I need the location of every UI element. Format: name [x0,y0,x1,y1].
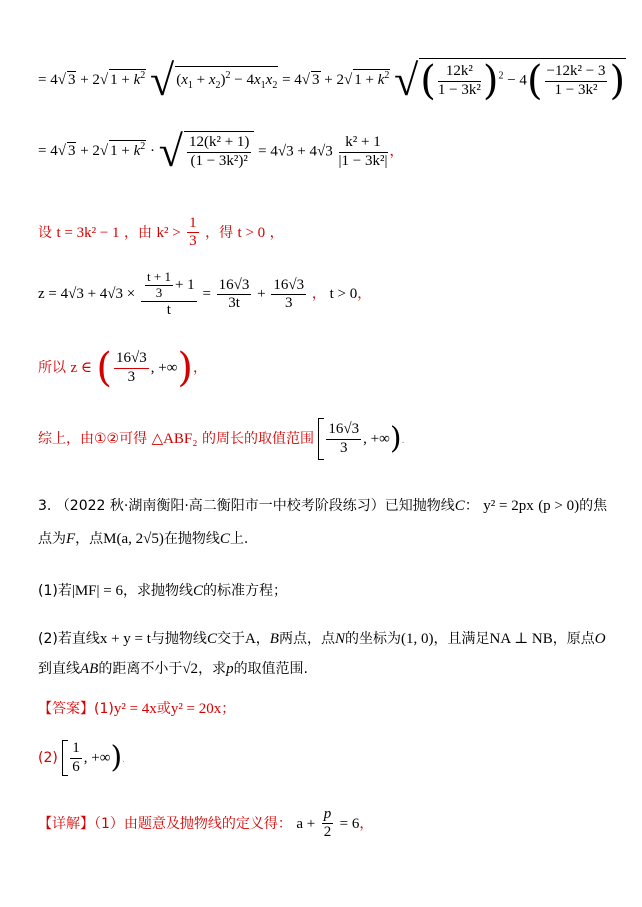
stem-text: 上. [229,531,249,547]
colon: ： [464,498,479,514]
fraction-denominator: 3t [228,295,240,312]
inner-denominator: 3 [155,284,163,300]
comma: ， [269,224,284,241]
mf-condition: |MF| = 6 [71,583,123,599]
detail-text: （1）由题意及抛物线的定义得： [94,815,292,832]
curve-c: C [219,531,230,547]
stem-text: 点为 [38,531,66,547]
derivation-line-1: = 4√ 3 + 2√ $1 + k^2$ √ $(x_1 + x_2)^2 - 4x_1x_2 = 4√$ 3 + 2√ $1 + k^2$ √( $\frac{\text{12k²}}{\text{1 − 3k²}}$ )$^2$ − 4( $\frac{\text{−12k² − 3}}{\text{1 − 3k²}}$ ) [38,56,626,105]
fraction-denominator: t [166,301,171,318]
equals-expression: = 4√3 + 4√3 [258,143,333,160]
q2-text: 交于 [216,631,245,647]
conclusion-line: 综上，由①②可得 △ABF₂ 的周长的取值范围 $\frac{16√3}{3}$ , +∞). [38,418,405,460]
answer-label: (1) [94,701,114,717]
parabola-equation: y² = 2px [483,498,534,514]
q2-text: ，原点 [552,631,595,647]
fraction-numerator: 1 [187,215,199,233]
q1-text: 的标准方程； [203,583,288,599]
answer-tag: 【答案】 [38,701,94,717]
answer-line-1 [38,698,235,718]
period: . [122,755,126,765]
stem-text: 在抛物线 [163,531,220,547]
plus-one: + 1 [174,276,195,293]
text-perimeter-range: 的周长的取值范围 [201,431,314,447]
stem-text: 的焦 [579,498,608,514]
question-2-line-2 [38,658,308,678]
range-z-line: 所以 z ∈ ( $\frac{16√3}{3}$ , +∞)， [38,345,208,391]
substitution-line [38,215,284,251]
curve-c: C [193,583,204,599]
param-p: p [226,661,234,677]
comma: ， [193,360,208,376]
perpendicular-condition: NA ⊥ NB [489,631,553,647]
q2-text: ，求 [198,661,227,677]
k-inequality: k² > [156,224,181,241]
p-condition: (p > 0) [538,498,580,514]
triangle-abf2: △ABF₂ [151,431,198,447]
sqrt-two: √2 [182,661,199,677]
q1-label: (1)若 [38,583,72,599]
fraction-denominator: |1 − 3k²| [338,152,388,169]
minus-four: − 4 [507,72,527,89]
fraction-denominator: 3 [340,439,348,456]
problem-3-line-1 [38,495,607,515]
fraction-numerator: 16√3 [271,277,306,295]
q2-text: 的坐标为 [344,631,401,647]
text-you: ，由 [124,224,152,241]
interval-rest: , +∞ [363,431,390,447]
fraction-denominator: 1 − 3k² [554,81,598,98]
line-ab: AB [80,661,99,677]
q2-text: ，且满足 [433,631,490,647]
origin-o: O [594,631,606,647]
t-condition: t > 0 [329,286,358,302]
fraction-denominator: 2 [323,824,332,841]
point-n: N [334,631,345,647]
semicolon: ； [221,701,236,717]
fraction-numerator: 16√3 [217,277,252,295]
fraction-numerator: 12(k² + 1) [187,134,251,152]
detail-line [38,806,373,842]
problem-source: （2022 秋·湖南衡阳·高二衡阳市一中校考阶段练习） [55,498,385,514]
z-expression-line [38,270,371,319]
fraction-numerator: 12k² [438,63,481,81]
fraction-denominator: 6 [72,758,80,775]
line-equation: x + y = t [99,631,151,647]
text-she: 设 [38,224,52,241]
t-positive: t > 0 [237,224,266,241]
expr-a: a + [296,815,316,832]
interval-rest: , +∞ [83,750,111,766]
fraction-denominator: 3 [127,368,136,385]
stem-text: ，点 [75,531,104,547]
n-coordinates: (1, 0) [400,631,434,647]
radical-sign: √ [150,56,175,105]
fraction-numerator: k² + 1 [339,134,388,152]
q2-text: 的取值范围. [233,661,309,677]
inner-numerator: t + 1 [147,269,171,284]
answer-eq1: y² = 4x [113,701,157,717]
fraction-numerator: −12k² − 3 [545,63,608,81]
q2-text: ， [255,631,270,647]
answer-eq2: y² = 20x [170,701,222,717]
question-1 [38,580,287,600]
fraction-denominator: 1 − 3k² [437,81,481,98]
point-m: M(a, 2√5) [103,531,164,547]
curve-c: C [454,498,465,514]
q2-text: 的距离不小于 [98,661,183,677]
answer-label: (2) [38,750,58,766]
q1-text: ，求抛物线 [123,583,193,599]
fraction-numerator: p [322,806,334,824]
fraction-numerator: 16√3 [326,421,361,439]
curve-c: C [206,631,217,647]
comma: ， [311,286,326,302]
problem-3-line-2 [38,528,248,548]
problem-number: 3. [38,498,52,514]
plus: + [257,286,266,302]
text-de: ，得 [205,224,234,241]
text-suoyi: 所以 [38,360,66,376]
fraction-denominator: 3 [189,233,197,250]
comma: ， [389,143,404,160]
period: . [401,435,405,446]
q2-label: (2)若直线 [38,631,100,647]
text-zongshang: 综上，由①②可得 [38,431,148,447]
t-definition: t = 3k² − 1 [56,224,120,241]
fraction-denominator: (1 − 3k²)² [190,152,248,169]
z-in: z ∈ [70,360,92,376]
comma: ， [357,286,372,302]
equals: = [202,286,211,302]
point-b: B [269,631,279,647]
interval-rest: , +∞ [150,360,178,376]
fraction-denominator: 3 [284,295,293,312]
q2-text: 到直线 [38,661,80,677]
q2-text: 两点，点 [278,631,335,647]
fraction-numerator: 1 [70,740,82,758]
point-a: A [244,631,256,647]
fraction-numerator: 16√3 [114,350,149,368]
q2-text: 与抛物线 [150,631,207,647]
derivation-line-2: = 4√ 3 + 2√ $1 + k^2$ · √ $\frac{\text{12(k² + 1)}}{\text{(1 − 3k²)²}}$ = 4√3 + 4√3 $\frac{\text{k² + 1}}{\text{|1 − 3k²|}}$ ， [38,127,404,176]
question-2-line-1 [38,628,606,648]
expr-b: = 6 [339,815,360,832]
detail-tag: 【详解】 [38,815,94,832]
z-prefix: z = 4√3 + 4√3 × [38,286,136,302]
answer-line-2: (2) $\frac{1}{6}$ , +∞). [38,740,126,775]
stem-text: 已知抛物线 [384,498,455,514]
answer-or: 或 [156,701,171,717]
focus-f: F [66,531,76,547]
comma: ， [359,815,374,832]
